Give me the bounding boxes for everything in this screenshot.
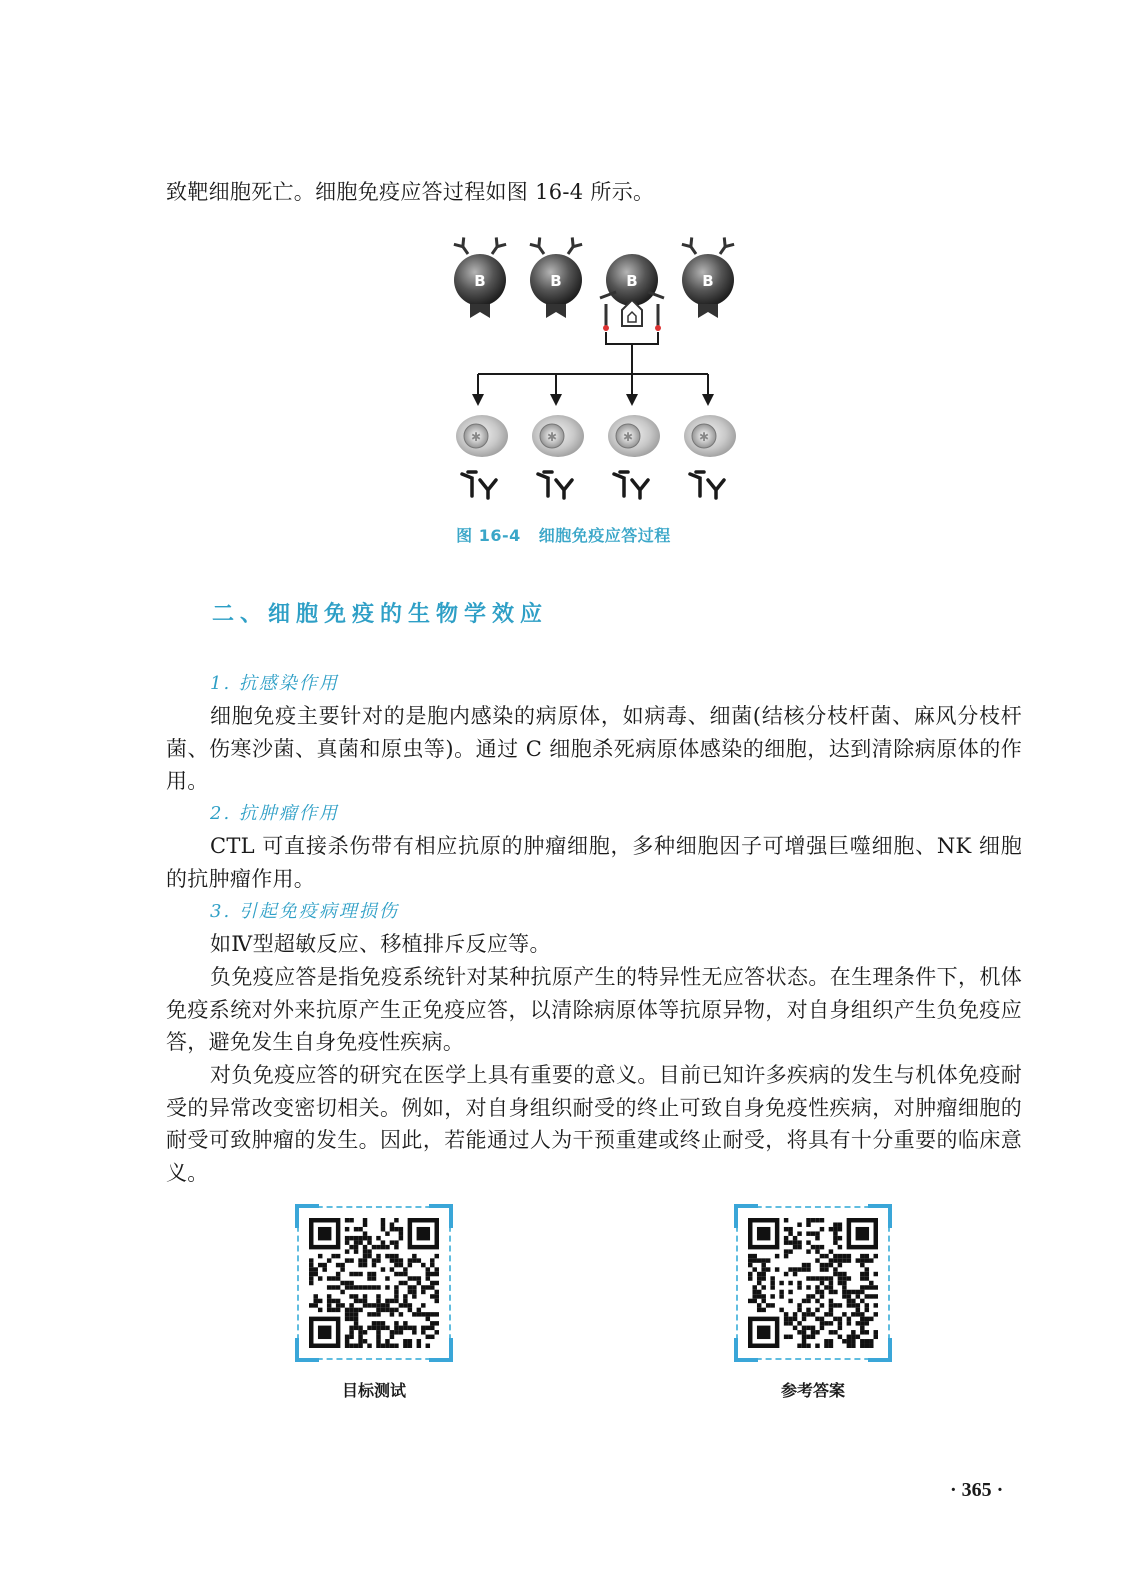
qr-code-target-test[interactable] <box>297 1206 451 1360</box>
qr-icon <box>748 1218 878 1348</box>
subsection-text: 细胞免疫主要针对的是胞内感染的病原体，如病毒、细菌(结核分枝杆菌、麻风分枝杆菌、伤寒沙菌、真菌和原虫等)。通过 C 细胞杀死病原体感染的细胞，达到清除病原体的作用。 <box>166 704 1022 793</box>
subsection-heading: 1. 抗感染作用 <box>210 673 339 694</box>
intro-paragraph: 致靶细胞死亡。细胞免疫应答过程如图 16-4 所示。 <box>166 180 655 204</box>
svg-text:✱: ✱ <box>622 430 634 444</box>
svg-text:B: B <box>702 272 714 290</box>
body-paragraph: 对负免疫应答的研究在医学上具有重要的意义。目前已知许多疾病的发生与机体免疫耐受的异常改变密切相关。例如，对自身组织耐受的终止可致自身免疫性疾病，对肿瘤细胞的耐受可致肿瘤的发生。因此，若能通过人为干预重建或终止耐受，将具有十分重要的临床意义。 <box>166 1063 1022 1185</box>
antibodies <box>462 472 724 498</box>
activated-b-cell <box>600 254 664 331</box>
immune-response-figure <box>440 228 750 508</box>
branch-arrows <box>478 332 708 396</box>
qr-label: 参考答案 <box>780 1381 845 1400</box>
figure-number: 图 16-4 <box>456 526 521 545</box>
svg-text:B: B <box>474 272 486 290</box>
svg-text:✱: ✱ <box>470 430 482 444</box>
svg-text:✱: ✱ <box>698 430 710 444</box>
b-cell <box>682 237 734 318</box>
figure-title: 细胞免疫应答过程 <box>538 526 671 545</box>
qr-label: 目标测试 <box>341 1381 406 1400</box>
figure-caption <box>0 523 1127 546</box>
subsection-text: 如Ⅳ型超敏反应、移植排斥反应等。 <box>210 932 551 956</box>
subsection-heading: 2. 抗肿瘤作用 <box>210 803 339 824</box>
qr-code-answers[interactable] <box>736 1206 890 1360</box>
svg-text:✱: ✱ <box>546 430 558 444</box>
body-paragraph: 负免疫应答是指免疫系统针对某种抗原产生的特异性无应答状态。在生理条件下，机体免疫系统对外来抗原产生正免疫应答，以清除病原体等抗原异物，对自身组织产生负免疫应答，避免发生自身免疫性疾病。 <box>166 965 1022 1054</box>
svg-text:B: B <box>626 272 638 290</box>
plasma-cells <box>456 415 736 457</box>
b-cell <box>454 237 506 318</box>
page-number: · 365 · <box>950 1479 1004 1501</box>
b-cell <box>530 237 582 318</box>
section-title: 二、细胞免疫的生物学效应 <box>212 602 549 627</box>
subsection-heading: 3. 引起免疫病理损伤 <box>210 901 399 922</box>
qr-icon <box>309 1218 439 1348</box>
subsection-text: CTL 可直接杀伤带有相应抗原的肿瘤细胞，多种细胞因子可增强巨噬细胞、NK 细胞的抗肿瘤作用。 <box>166 834 1022 891</box>
svg-text:B: B <box>550 272 562 290</box>
